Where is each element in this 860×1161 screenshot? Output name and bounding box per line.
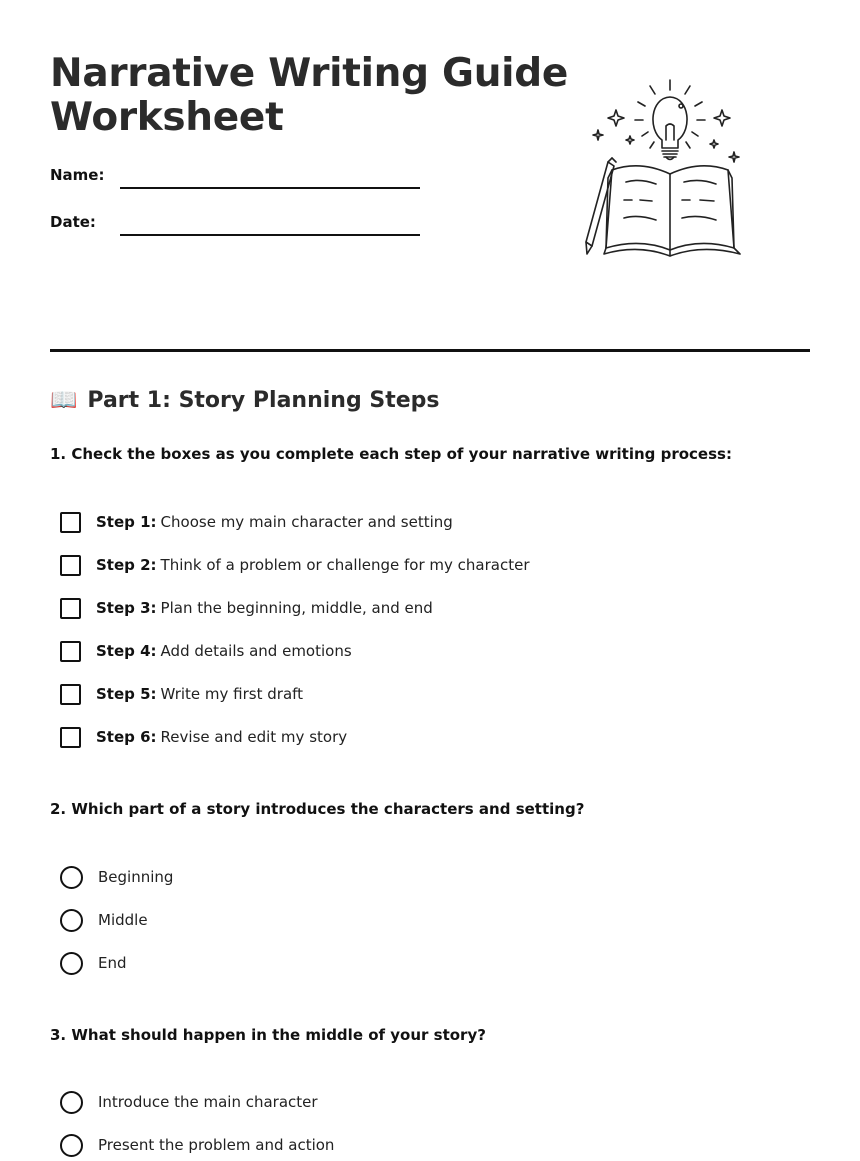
radio-option[interactable] [60,907,148,933]
checklist-step[interactable] [60,509,453,535]
radio-button[interactable] [60,952,83,975]
radio-option[interactable] [60,1132,334,1158]
date-field[interactable] [120,234,420,236]
step-label: Step 4: [96,642,157,660]
part1-heading [50,388,439,413]
question-3: 3. What should happen in the middle of your story? [50,1026,486,1044]
step-label: Step 3: [96,599,157,617]
step-label: Step 1: [96,513,157,531]
section-divider [50,349,810,352]
radio-button[interactable] [60,866,83,889]
step-label: Step 5: [96,685,157,703]
name-label: Name: [50,166,105,184]
checkbox[interactable] [60,555,81,576]
radio-button[interactable] [60,1091,83,1114]
checklist-step[interactable] [60,552,530,578]
worksheet-title [50,52,568,140]
checklist-step[interactable] [60,638,352,664]
option-text: Present the problem and action [98,1136,335,1154]
date-label: Date: [50,213,96,231]
step-text: Plan the beginning, middle, and end [160,599,433,617]
option-text: End [98,954,127,972]
title-line-2: Worksheet [50,95,284,140]
option-text: Middle [98,911,148,929]
radio-option[interactable] [60,1089,318,1115]
checkbox[interactable] [60,512,81,533]
lightbulb-book-pencil-icon [582,78,747,267]
open-book-icon: 📖 [50,388,78,413]
step-text: Think of a problem or challenge for my character [160,556,530,574]
checklist-step[interactable] [60,724,347,750]
step-label: Step 2: [96,556,157,574]
name-field[interactable] [120,187,420,189]
question-1: 1. Check the boxes as you complete each step of your narrative writing process: [50,445,732,463]
checkbox[interactable] [60,684,81,705]
radio-option[interactable] [60,864,173,890]
option-text: Beginning [98,868,174,886]
checkbox[interactable] [60,641,81,662]
radio-button[interactable] [60,1134,83,1157]
step-text: Write my first draft [160,685,304,703]
step-text: Add details and emotions [160,642,352,660]
question-2: 2. Which part of a story introduces the characters and setting? [50,800,585,818]
step-text: Choose my main character and setting [160,513,453,531]
step-text: Revise and edit my story [160,728,348,746]
checklist-step[interactable] [60,681,303,707]
step-label: Step 6: [96,728,157,746]
part1-heading-text: Part 1: Story Planning Steps [87,388,440,413]
radio-button[interactable] [60,909,83,932]
checklist-step[interactable] [60,595,433,621]
radio-option[interactable] [60,950,127,976]
title-line-1: Narrative Writing Guide [50,51,569,96]
checkbox[interactable] [60,727,81,748]
option-text: Introduce the main character [98,1093,318,1111]
checkbox[interactable] [60,598,81,619]
